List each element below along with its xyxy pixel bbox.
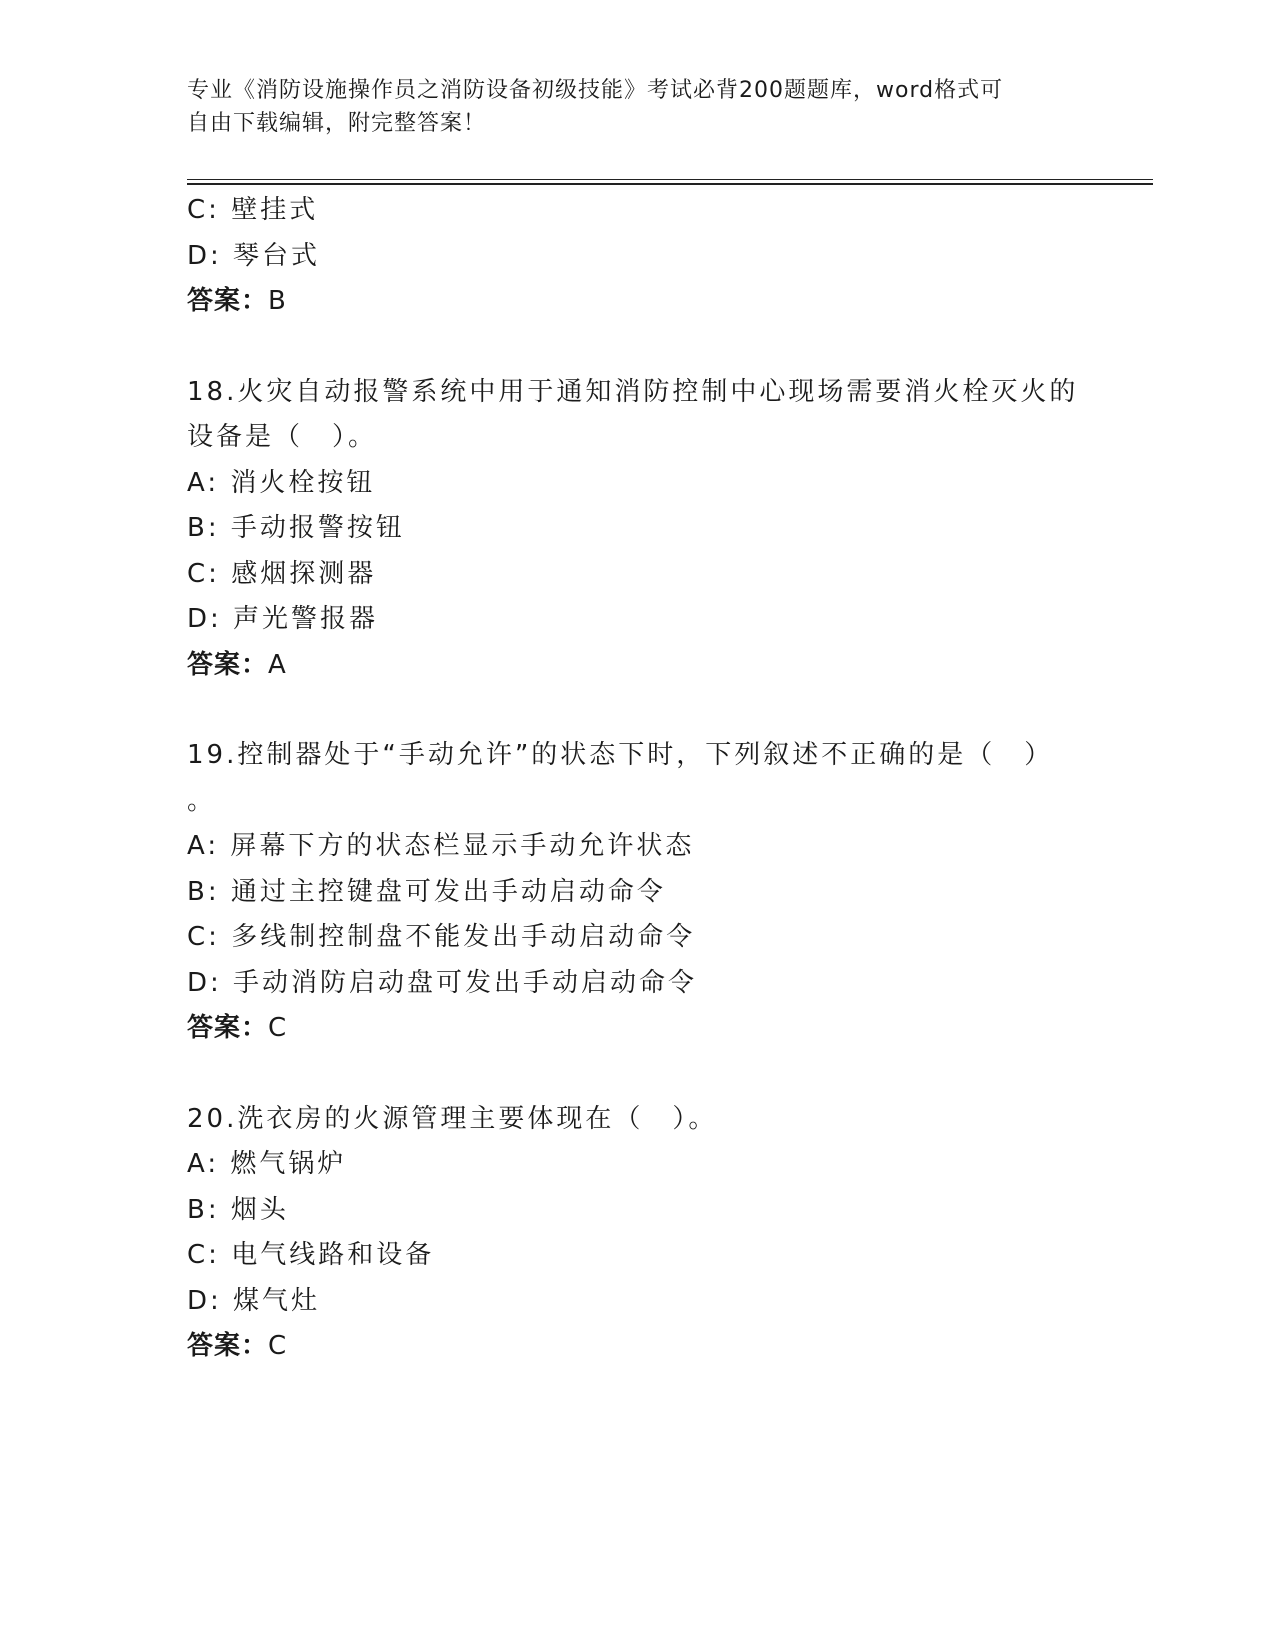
option-c: C: 电气线路和设备	[187, 1240, 435, 1270]
header-line-1: 专业《消防设施操作员之消防设备初级技能》考试必背200题题库，word格式可	[187, 78, 1004, 103]
question-text: 18.火灾自动报警系统中用于通知消防控制中心现场需要消火栓灭火的	[187, 376, 1079, 407]
document-header	[187, 74, 1067, 140]
option-b: B: 手动报警按钮	[187, 513, 405, 543]
option-c: C: 多线制控制盘不能发出手动启动命令	[187, 922, 696, 952]
question-text: 20.洗衣房的火源管理主要体现在（ ）。	[187, 1103, 718, 1134]
question-18	[187, 370, 1087, 689]
answer-line: 答案：C	[187, 1013, 288, 1043]
question-20	[187, 1097, 1087, 1370]
option-d: D: 琴台式	[187, 240, 321, 271]
header-rule-thin	[187, 179, 1153, 180]
option-a: A: 消火栓按钮	[187, 467, 376, 498]
option-d: D: 手动消防启动盘可发出手动启动命令	[187, 967, 698, 998]
option-c: C: 壁挂式	[187, 195, 319, 225]
answer-line: 答案：C	[187, 1331, 288, 1361]
option-d: D: 声光警报器	[187, 604, 379, 634]
option-a: A: 屏幕下方的状态栏显示手动允许状态	[187, 831, 695, 861]
option-c: C: 感烟探测器	[187, 558, 377, 589]
question-text-cont: 。	[187, 785, 217, 816]
answer-line: 答案：A	[187, 649, 287, 680]
header-line-2: 自由下载编辑，附完整答案！	[187, 111, 487, 136]
answer-line: 答案：B	[187, 286, 287, 316]
option-a: A: 燃气锅炉	[187, 1149, 347, 1179]
question-19	[187, 733, 1087, 1052]
page-content	[187, 188, 1087, 1370]
header-rule-thick	[187, 183, 1153, 185]
option-b: B: 通过主控键盘可发出手动启动命令	[187, 876, 666, 907]
question-text-cont: 设备是（ ）。	[187, 422, 378, 452]
option-d: D: 煤气灶	[187, 1285, 321, 1316]
option-b: B: 烟头	[187, 1194, 289, 1225]
question-text: 19.控制器处于“手动允许”的状态下时，下列叙述不正确的是（ ）	[187, 740, 1054, 770]
carryover-block	[187, 188, 1087, 325]
